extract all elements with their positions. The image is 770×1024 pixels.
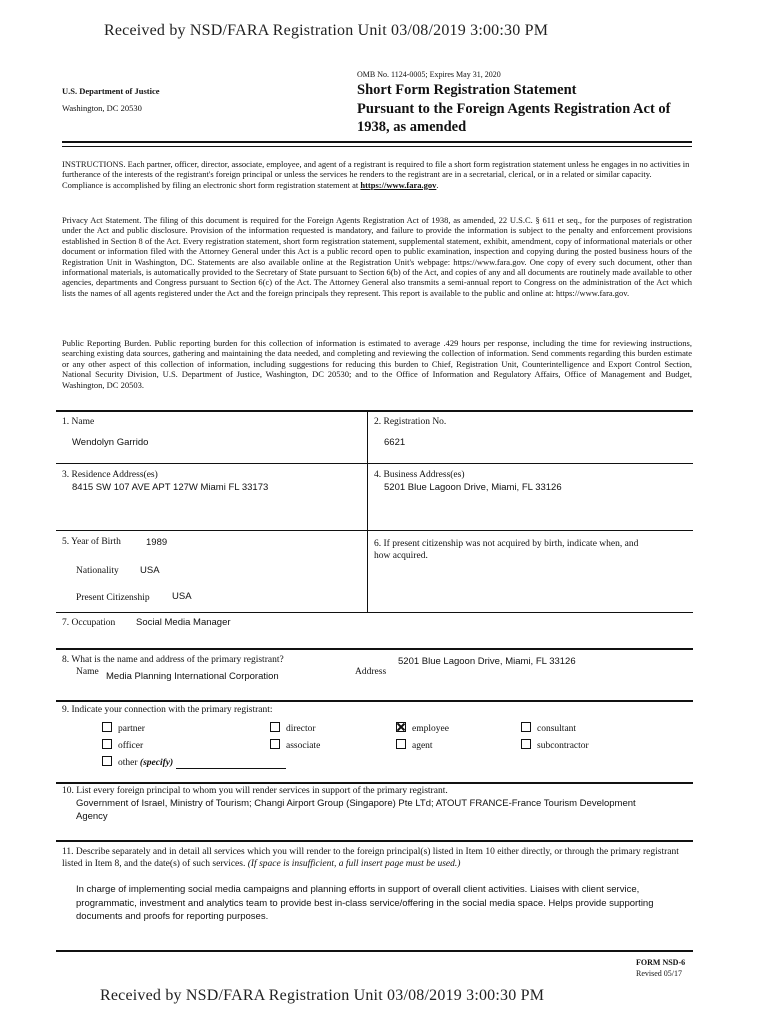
primary-registrant-name-field[interactable]: Media Planning International Corporation — [106, 671, 279, 682]
form-subtitle: Pursuant to the Foreign Agents Registration Act of — [357, 101, 671, 117]
department-city: Washington, DC 20530 — [62, 103, 142, 113]
q8-address-label: Address — [355, 667, 387, 677]
q3-label: 3. Residence Address(es) — [62, 470, 158, 480]
checkbox-subcontractor[interactable] — [521, 739, 531, 749]
option-agent[interactable]: agent — [396, 739, 433, 751]
row-rule-4 — [56, 648, 693, 650]
q10-label: 10. List every foreign principal to whom you will render services in support of the primary registrant. — [62, 786, 448, 796]
checkbox-agent[interactable] — [396, 739, 406, 749]
row-rule-1 — [56, 463, 693, 464]
option-other[interactable]: other (specify) — [102, 756, 173, 768]
other-specify-line[interactable] — [176, 768, 286, 769]
row-rule-5 — [56, 700, 693, 702]
checkbox-officer[interactable] — [102, 739, 112, 749]
q11-label: 11. Describe separately and in detail all services which you will render to the foreign principal(s) listed in Item 10 either directly, or through the primary registrant listed in Item 8, and the date(s) of such services. (If space is insufficient, a full insert page must be used.) — [62, 847, 679, 869]
checkbox-consultant[interactable] — [521, 722, 531, 732]
services-description-field[interactable]: In charge of implementing social media campaigns and planning efforts in support of overall client activities. Liaises with client service, programmatic, investment and analytics team to provide best in-class service/offering in the social media space. Helps provide supporting documents and proofs for reporting purposes. — [76, 884, 654, 922]
q2-label: 2. Registration No. — [374, 417, 447, 427]
option-director[interactable]: director — [270, 722, 316, 734]
header-rule-thick — [62, 141, 692, 143]
row-rule-6 — [56, 782, 693, 784]
option-consultant[interactable]: consultant — [521, 722, 576, 734]
year-of-birth-field[interactable]: 1989 — [146, 537, 168, 548]
residence-address-field[interactable]: 8415 SW 107 AVE APT 127W Miami FL 33173 — [72, 482, 269, 493]
checkbox-other[interactable] — [102, 756, 112, 766]
q8-name-label: Name — [76, 667, 99, 677]
form-revised: Revised 05/17 — [636, 969, 682, 978]
option-subcontractor[interactable]: subcontractor — [521, 739, 589, 751]
form-top-rule — [56, 410, 693, 412]
form-bottom-rule — [56, 950, 693, 952]
name-field[interactable]: Wendolyn Garrido — [72, 437, 149, 448]
primary-registrant-address-field[interactable]: 5201 Blue Lagoon Drive, Miami, FL 33126 — [398, 656, 576, 667]
omb-number: OMB No. 1124-0005; Expires May 31, 2020 — [357, 70, 501, 79]
row-rule-3 — [56, 612, 693, 613]
business-address-field[interactable]: 5201 Blue Lagoon Drive, Miami, FL 33126 — [384, 482, 562, 493]
occupation-field[interactable]: Social Media Manager — [136, 617, 231, 628]
checkbox-associate[interactable] — [270, 739, 280, 749]
privacy-act-statement: Privacy Act Statement. The filing of this document is required for the Foreign Agents Registration Act of 1938, as amended, 22 U.S.C. § 611 et seq., for the purposes of registration under the Act and public disclosure. Provision of the information requested is mandatory, and failure to provide the information is subject to the penalty and enforcement provisions established in Section 8 of the Act. Every registration statement, short form registration statement, supplemental statement, exhibit, amendment, copy of informational materials or other document or information filed with the Attorney General under this Act is a public record open to public examination, inspection and copying during the posted business hours of the Registration Unit in Washington, DC. Statements are also available online at the Registration Unit's webpage: https://www.fara.gov. One copy of every such document, other than informational materials, is automatically provided to the Secretary of State pursuant to Section 6(b) of the Act, and copies of any and all documents are routinely made available to other agencies, departments and Congress pursuant to Section 6(c) of the Act. The Attorney General also transmits a semi-annual report to Congress on the administration of the Act which lists the names of all agents registered under the Act and the foreign principals they represent. This report is available to the public and online at: https://www.fara.gov. — [62, 215, 692, 298]
instructions-text: INSTRUCTIONS. Each partner, officer, director, associate, employee, and agent of a registrant is required to file a short form registration statement unless he engages in no activities in furtherance of the interests of the registrant's foreign principal or unless the services he renders to the registrant are in a secretarial, clerical, or in a related or similar capacity. Compliance is accomplished by filing an electronic short form registration statement at https://www.fara.gov. — [62, 159, 690, 190]
nationality-label: Nationality — [76, 566, 119, 576]
q11-note: (If space is insufficient, a full insert page must be used.) — [247, 859, 461, 869]
q9-label: 9. Indicate your connection with the primary registrant: — [62, 705, 273, 715]
instructions-lead: INSTRUCTIONS. — [62, 159, 126, 169]
q5-label: 5. Year of Birth — [62, 537, 121, 547]
option-employee[interactable]: employee — [396, 722, 449, 734]
checkbox-employee-checked[interactable] — [396, 722, 406, 732]
nationality-field[interactable]: USA — [140, 565, 160, 576]
row-rule-7 — [56, 840, 693, 842]
foreign-principals-field[interactable]: Government of Israel, Ministry of Tourism; Changi Airport Group (Singapore) Pte LTd; ATOUT FRANCE-France Tourism Development Agency — [76, 798, 636, 822]
header-rule-thin — [62, 146, 692, 147]
form-title: Short Form Registration Statement — [357, 82, 577, 98]
q8-label: 8. What is the name and address of the primary registrant? — [62, 655, 284, 665]
specify-label: (specify) — [139, 758, 174, 768]
received-stamp-bottom: Received by NSD/FARA Registration Unit 03/08/2019 3:00:30 PM — [100, 987, 545, 1004]
row-rule-2 — [56, 530, 693, 531]
option-partner[interactable]: partner — [102, 722, 145, 734]
q4-label: 4. Business Address(es) — [374, 470, 465, 480]
registration-number-field[interactable]: 6621 — [384, 437, 406, 448]
citizenship-label: Present Citizenship — [76, 593, 150, 603]
department-name: U.S. Department of Justice — [62, 86, 160, 96]
citizenship-field[interactable]: USA — [172, 591, 192, 602]
fara-link[interactable]: https://www.fara.gov — [360, 179, 437, 190]
form-center-divider — [367, 411, 368, 612]
checkbox-partner[interactable] — [102, 722, 112, 732]
received-stamp-top: Received by NSD/FARA Registration Unit 03/08/2019 3:00:30 PM — [104, 22, 549, 39]
option-officer[interactable]: officer — [102, 739, 143, 751]
q7-label: 7. Occupation — [62, 618, 116, 628]
q1-label: 1. Name — [62, 417, 95, 427]
checkbox-director[interactable] — [270, 722, 280, 732]
q6-label: 6. If present citizenship was not acquired by birth, indicate when, and how acquired. — [374, 539, 639, 561]
form-number: FORM NSD-6 — [636, 958, 686, 967]
public-reporting-burden: Public Reporting Burden. Public reporting burden for this collection of information is estimated to average .429 hours per response, including the time for reviewing instructions, searching existing data sources, gathering and maintaining the data needed, and completing and reviewing the collection of information. Send comments regarding this burden estimate or any other aspect of this collection of information, including suggestions for reducing this burden to Chief, Registration Unit, Counterintelligence and Export Control Section, National Security Division, U.S. Department of Justice, Washington, DC 20530; and to the Office of Information and Regulatory Affairs, Office of Management and Budget, Washington, DC 20503. — [62, 338, 692, 390]
form-subtitle-year: 1938, as amended — [357, 119, 467, 135]
option-associate[interactable]: associate — [270, 739, 320, 751]
